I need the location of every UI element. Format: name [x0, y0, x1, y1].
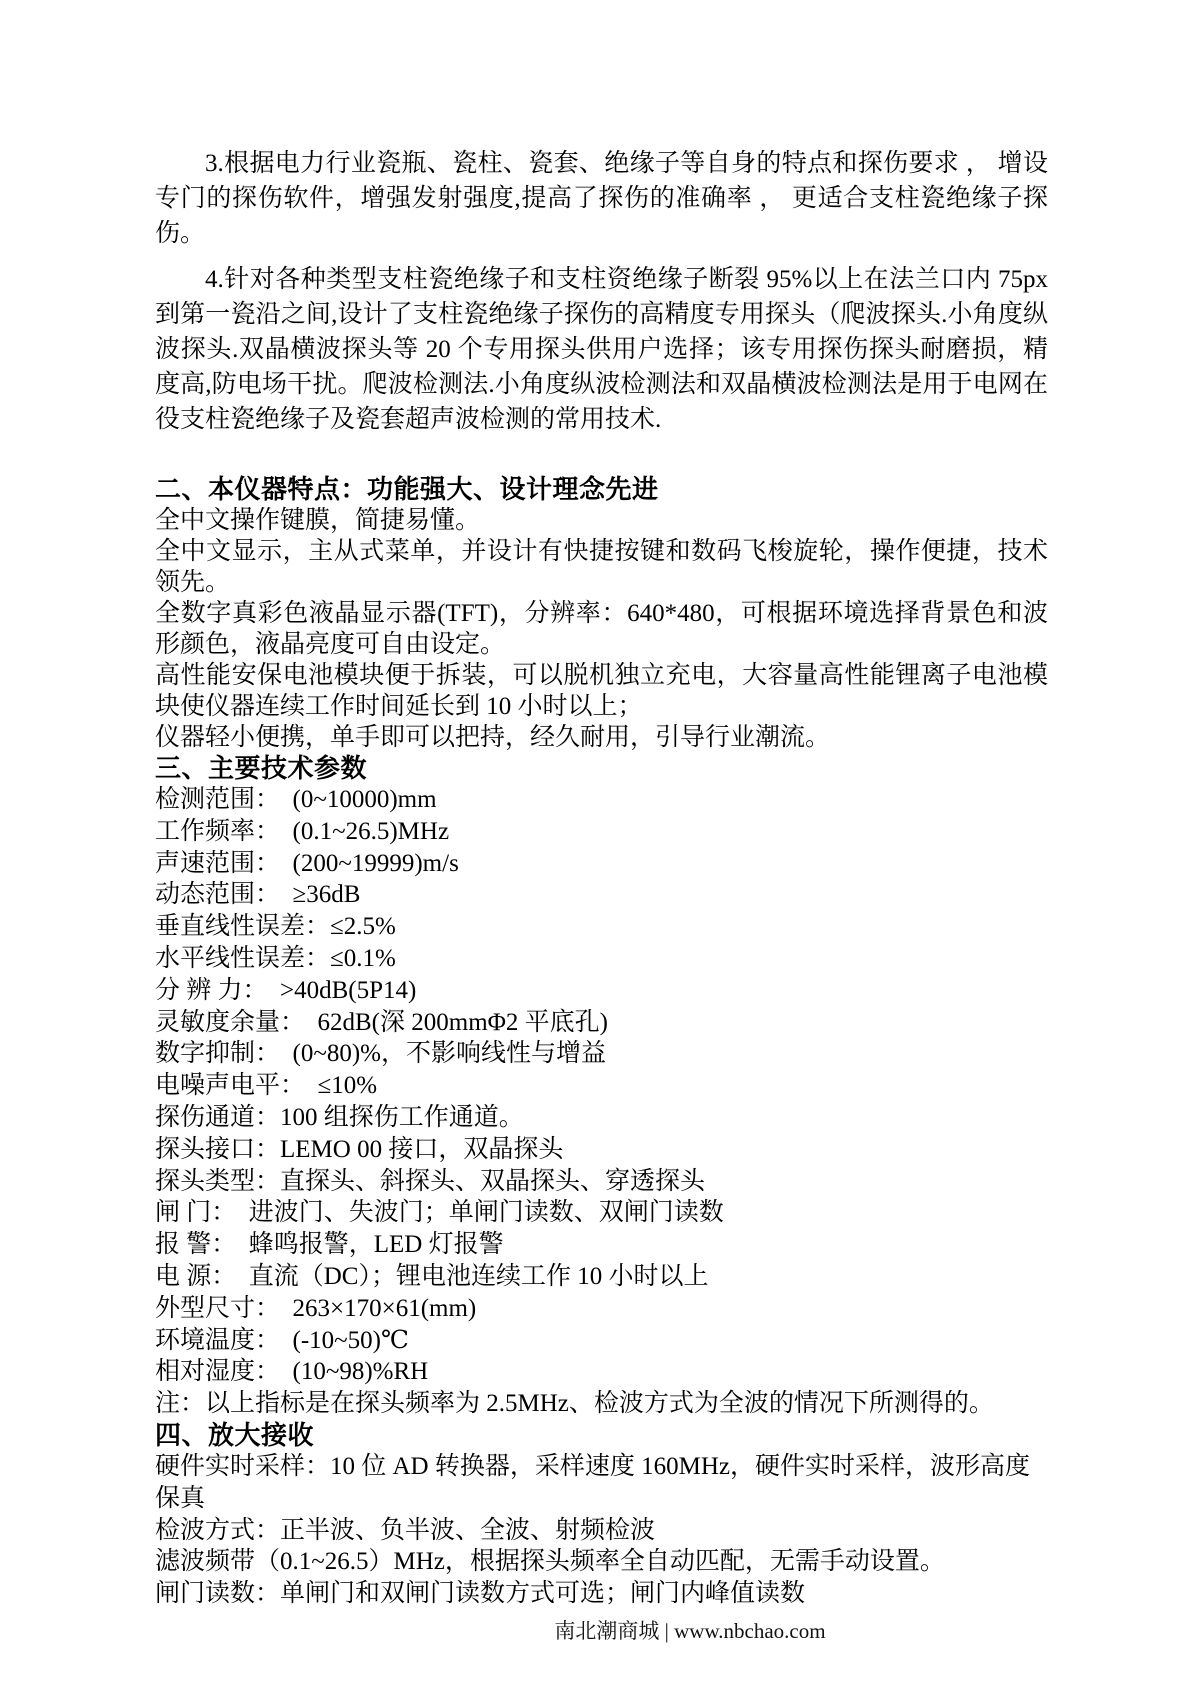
- spec-line: 滤波频带（0.1~26.5）MHz，根据探头频率全自动匹配，无需手动设置。: [155, 1548, 945, 1576]
- spec-line: 探伤通道：100 组探伤工作通道。: [155, 1103, 524, 1131]
- paragraph: 4.针对各种类型支柱瓷绝缘子和支柱资绝缘子断裂 95%以上在法兰口内 75px 到第一瓷沿之间,设计了支柱瓷绝缘子探伤的高精度专用探头（爬波探头.小角度纵波探头.双晶横波探头等 20 个专用探头供用户选择；该专用探伤探头耐磨损，精度高,防电场干扰。爬波检测法.小角度纵波检测法和双晶横波检测法是用于电网在役支柱瓷绝缘子及瓷套超声波检测的常用技术.: [155, 266, 1048, 433]
- spec-line: 外型尺寸： 263×170×61(mm): [155, 1294, 477, 1322]
- spec-line: 电 源： 直流（DC）；锂电池连续工作 10 小时以上: [155, 1262, 709, 1290]
- spec-line: 闸门读数：单闸门和双闸门读数方式可选；闸门内峰值读数: [155, 1580, 806, 1608]
- feature-line: 全中文操作键膜，简捷易懂。: [155, 507, 481, 534]
- footer-url: www.nbchao.com: [674, 1618, 826, 1643]
- spec-line: 分 辨 力： >40dB(5P14): [155, 976, 417, 1004]
- spec-line: 灵敏度余量： 62dB(深 200mmΦ2 平底孔): [155, 1008, 608, 1036]
- spec-line: 电噪声电平： ≤10%: [155, 1072, 378, 1100]
- spec-line: 环境温度： (-10~50)℃: [155, 1326, 409, 1354]
- footer-brand: 南北潮商城: [554, 1618, 660, 1643]
- feature-line: 仪器轻小便携，单手即可以把持，经久耐用，引导行业潮流。: [155, 724, 831, 751]
- feature-line: 全数字真彩色液晶显示器(TFT)，分辨率：640*480，可根据环境选择背景色和波形颜色，液晶亮度可自由设定。: [155, 600, 1048, 658]
- section-heading: 四、放大接收: [155, 1419, 315, 1450]
- spec-line: 注：以上指标是在探头频率为 2.5MHz、检波方式为全波的情况下所测得的。: [155, 1390, 994, 1418]
- section-heading: 三、主要技术参数: [155, 753, 368, 783]
- spec-line: 报 警： 蜂鸣报警，LED 灯报警: [155, 1231, 504, 1259]
- spec-line: 闸 门： 进波门、失波门；单闸门读数、双闸门读数: [155, 1199, 724, 1227]
- spec-line: 水平线性误差：≤0.1%: [155, 944, 396, 972]
- spec-line: 垂直线性误差：≤2.5%: [155, 913, 396, 941]
- page-footer: [90, 1618, 1200, 1645]
- spec-line: 检波方式：正半波、负半波、全波、射频检波: [155, 1516, 656, 1544]
- paragraph: 3.根据电力行业瓷瓶、瓷柱、瓷套、绝缘子等自身的特点和探伤要求 ， 增设专门的探伤软件，增强发射强度,提高了探伤的准确率 ， 更适合支柱瓷绝缘子探伤。: [155, 150, 1048, 247]
- section-heading: 二、本仪器特点：功能强大、设计理念先进: [155, 474, 659, 504]
- spec-line: 相对湿度： (10~98)%RH: [155, 1358, 429, 1386]
- spec-line: 探头类型：直探头、斜探头、双晶探头、穿透探头: [155, 1167, 706, 1195]
- footer-separator: |: [659, 1618, 675, 1643]
- feature-line: 全中文显示，主从式菜单，并设计有快捷按键和数码飞梭旋轮，操作便捷，技术领先。: [155, 538, 1048, 596]
- spec-line: 数字抑制： (0~80)%，不影响线性与增益: [155, 1040, 607, 1068]
- spec-line: 动态范围： ≥36dB: [155, 881, 361, 909]
- spec-line: 工作频率： (0.1~26.5)MHz: [155, 817, 450, 845]
- feature-line: 高性能安保电池模块便于拆装，可以脱机独立充电，大容量高性能锂离子电池模块使仪器连续工作时间延长到 10 小时以上；: [155, 662, 1048, 720]
- spec-line: 检测范围： (0~10000)mm: [155, 786, 437, 813]
- spec-line: 硬件实时采样：10 位 AD 转换器，采样速度 160MHz，硬件实时采样，波形高度保真: [155, 1452, 1030, 1512]
- spec-line: 声速范围： (200~19999)m/s: [155, 849, 459, 877]
- spec-line: 探头接口：LEMO 00 接口，双晶探头: [155, 1135, 564, 1163]
